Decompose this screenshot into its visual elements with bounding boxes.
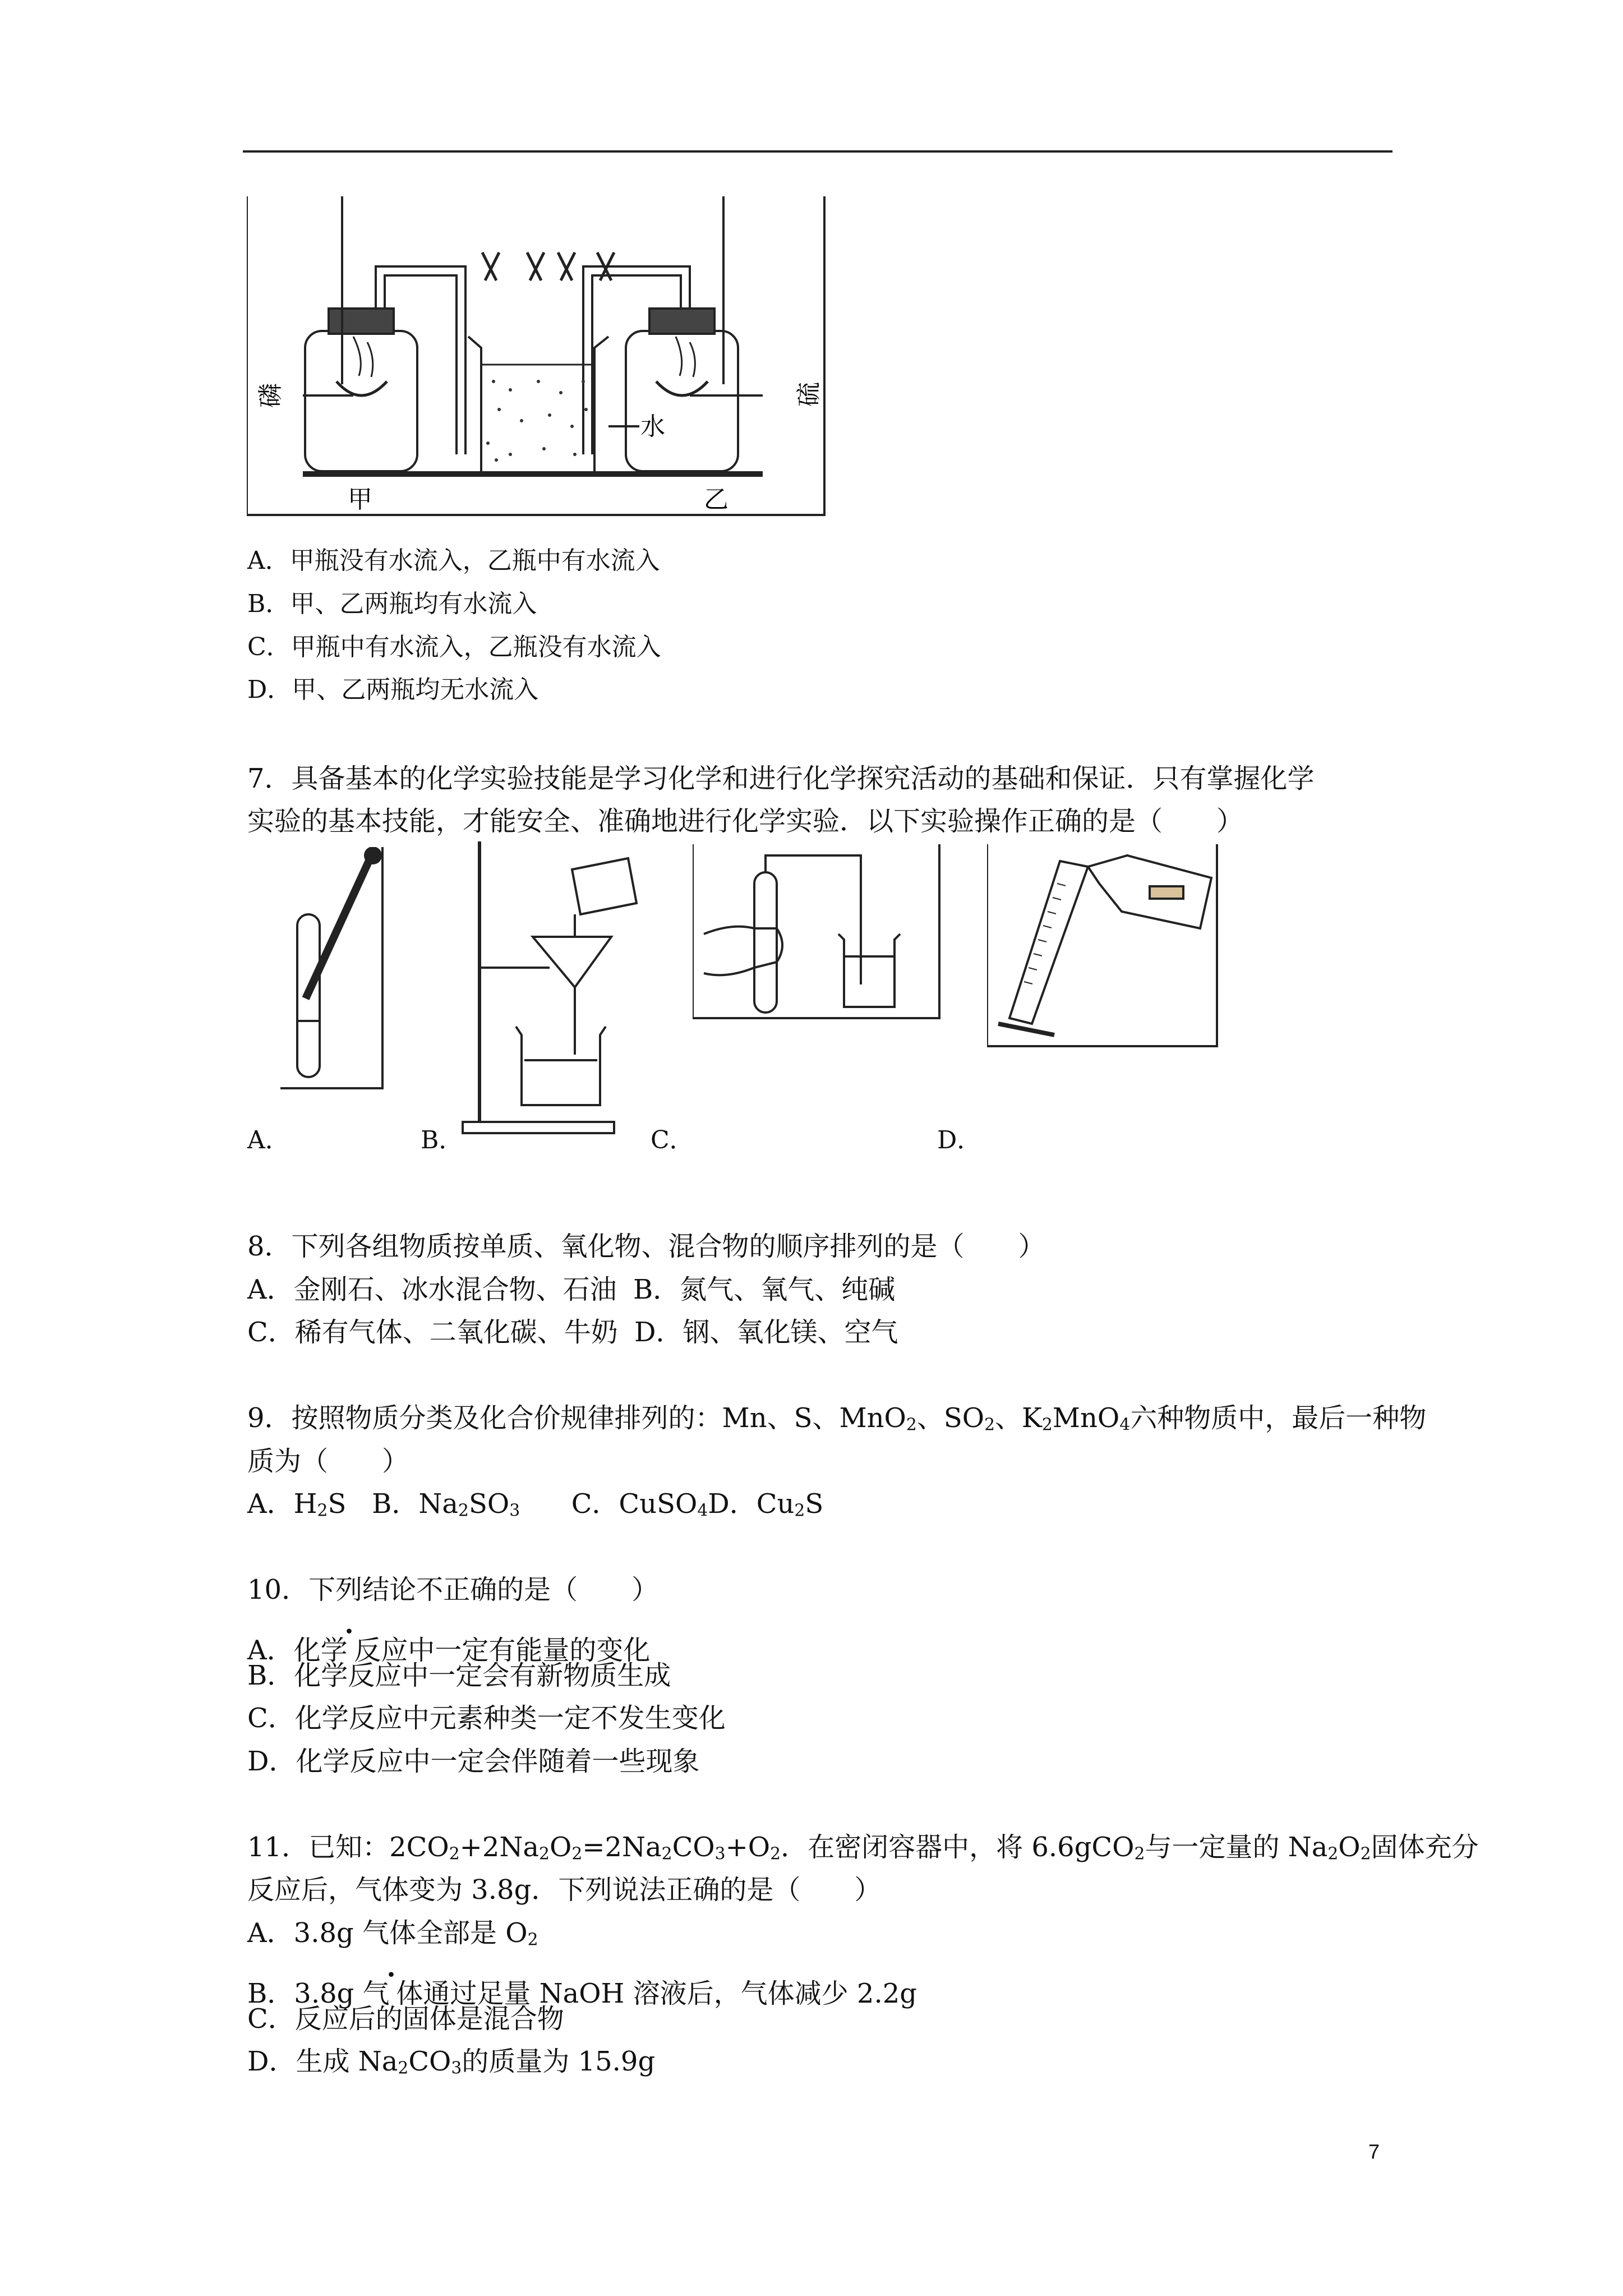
q9-text: 、SO <box>916 1402 985 1434</box>
q6-option-d: D．甲、乙两瓶均无水流入 <box>247 675 539 704</box>
q7-stem-line2: 实验的基本技能，才能安全、准确地进行化学实验．以下实验操作正确的是（ ） <box>247 806 1244 837</box>
q8-options-ab <box>247 1272 895 1308</box>
subscript: 2 <box>794 1501 805 1521</box>
q10-stem: 10．下列结论不正确的是（ ） <box>247 1574 659 1605</box>
q11-text: +2Na <box>459 1832 540 1863</box>
subscript: 2 <box>449 1844 460 1864</box>
q7-label-b: B． <box>421 1126 464 1154</box>
q10-option-a-part1: A．化学 <box>247 1635 348 1666</box>
q11-option-b-part2: 体通过足量 NaOH 溶液后，气体减少 2.2g <box>396 1978 917 2009</box>
q6-option-b: B．甲、乙两瓶均有水流入 <box>247 590 537 618</box>
q11-text: O <box>1338 1832 1361 1863</box>
subscript: 2 <box>1134 1844 1145 1864</box>
subscript: 2 <box>317 1501 328 1521</box>
q8-option-d: D．钢、氧化镁、空气 <box>634 1317 898 1348</box>
subscript: 2 <box>398 2058 409 2078</box>
q11-option-d-part1: D．生成 Na <box>247 2046 398 2077</box>
q9-text: 、K <box>995 1402 1042 1434</box>
q8-options-cd <box>247 1314 898 1350</box>
q9-text: SO <box>468 1488 510 1520</box>
bottle-apparatus-figure <box>247 196 830 522</box>
q9-text: S <box>328 1488 347 1520</box>
q10-option-a-part2: 反应中一定有能量的变化 <box>354 1635 651 1666</box>
q9-option-b: B．Na <box>372 1488 459 1520</box>
q10-option-b: B．化学反应中一定会有新物质生成 <box>247 1660 671 1691</box>
q9-stem-line2: 质为（ ） <box>247 1446 409 1477</box>
q11-option-d-part3: 的质量为 15.9g <box>462 2046 656 2077</box>
subscript: 3 <box>451 2058 462 2078</box>
water-label: 水 <box>640 412 665 441</box>
q7-label-d: D． <box>937 1126 982 1154</box>
q8-option-b: B．氮气、氧气、纯碱 <box>633 1274 896 1305</box>
q10-option-c: C．化学反应中元素种类一定不发生变化 <box>247 1703 726 1734</box>
q11-text: CO <box>672 1832 715 1863</box>
q11-option-c: C．反应后的固体是混合物 <box>247 2003 564 2035</box>
subscript: 2 <box>1041 1415 1053 1435</box>
q10-option-d: D．化学反应中一定会伴随着一些现象 <box>247 1746 700 1777</box>
q9-option-c: C．CuSO <box>571 1488 698 1520</box>
subscript: 3 <box>509 1501 520 1521</box>
q11-text: 与一定量的 Na <box>1145 1832 1328 1863</box>
q9-option-d: D．Cu <box>708 1488 795 1520</box>
q9-intro: 9．按照物质分类及化合价规律排列的：Mn、S、MnO <box>247 1402 906 1434</box>
dot-mark: • <box>386 1966 396 1985</box>
dropper-testtube-image <box>280 847 387 1094</box>
subscript: 2 <box>1360 1844 1371 1864</box>
bottle-jia-label: 甲 <box>348 485 372 514</box>
q11-text: 11．已知：2CO <box>247 1832 449 1863</box>
q11-text: =2Na <box>582 1832 662 1863</box>
subscript: 2 <box>458 1501 469 1521</box>
dot-mark: • <box>344 1622 354 1642</box>
q8-option-a: A．金刚石、冰水混合物、石油 <box>247 1274 617 1305</box>
subscript: 4 <box>697 1501 708 1521</box>
q9-options <box>247 1486 823 1529</box>
q11-stem-line2: 反应后，气体变为 3.8g．下列说法正确的是（ ） <box>247 1874 882 1906</box>
q6-option-c: C．甲瓶中有水流入，乙瓶没有水流入 <box>247 633 661 661</box>
sulfur-label: 硫 <box>795 382 823 407</box>
q7-label-c: C． <box>651 1126 694 1154</box>
q9-stem-line1 <box>247 1400 1426 1443</box>
q11-text: O <box>549 1832 572 1863</box>
q11-stem-line1 <box>247 1829 1479 1872</box>
subscript: 2 <box>770 1844 781 1864</box>
q9-tail: 六种物质中，最后一种物 <box>1130 1402 1427 1434</box>
q8-stem: 8．下列各组物质按单质、氧化物、混合物的顺序排列的是（ ） <box>247 1231 1045 1262</box>
phosphorus-label: 磷 <box>256 383 285 408</box>
q11-text: +O <box>725 1832 771 1863</box>
subscript: 2 <box>1327 1844 1339 1864</box>
q11-option-b-part1: B．3.8g 气 <box>247 1978 390 2009</box>
subscript: 2 <box>984 1415 995 1435</box>
subscript: 2 <box>571 1844 583 1864</box>
q7-stem-line1: 7．具备基本的化学实验技能是学习化学和进行化学探究活动的基础和保证．只有掌握化学 <box>247 763 1315 794</box>
subscript: 2 <box>527 1930 538 1950</box>
q7-label-a: A． <box>247 1126 290 1154</box>
filtration-image <box>460 841 645 1139</box>
subscript: 4 <box>1119 1415 1131 1435</box>
q11-option-a <box>247 1915 538 1958</box>
q6-option-a: A．甲瓶没有水流入，乙瓶中有水流入 <box>247 546 660 575</box>
q9-text: MnO <box>1052 1402 1120 1434</box>
q8-option-c: C．稀有气体、二氧化碳、牛奶 <box>247 1317 618 1348</box>
header-rule <box>243 150 1393 153</box>
subscript: 2 <box>661 1844 672 1864</box>
cylinder-pouring-image <box>987 844 1223 1052</box>
subscript: 2 <box>906 1415 917 1435</box>
subscript: 3 <box>714 1844 726 1864</box>
q11-text: 固体充分 <box>1371 1832 1479 1863</box>
q9-text: S <box>805 1488 824 1520</box>
q11-option-d <box>247 2044 655 2086</box>
airtightness-check-image <box>693 844 945 1024</box>
subscript: 2 <box>539 1844 550 1864</box>
q11-option-a-text: A．3.8g 气体全部是 O <box>247 1917 528 1949</box>
page-number: 7 <box>1368 2140 1380 2163</box>
q9-option-a: A．H <box>247 1488 317 1520</box>
q11-option-d-part2: CO <box>408 2046 451 2077</box>
bottle-yi-label: 乙 <box>704 485 728 514</box>
q11-text: ．在密闭容器中，将 6.6gCO <box>781 1832 1135 1863</box>
